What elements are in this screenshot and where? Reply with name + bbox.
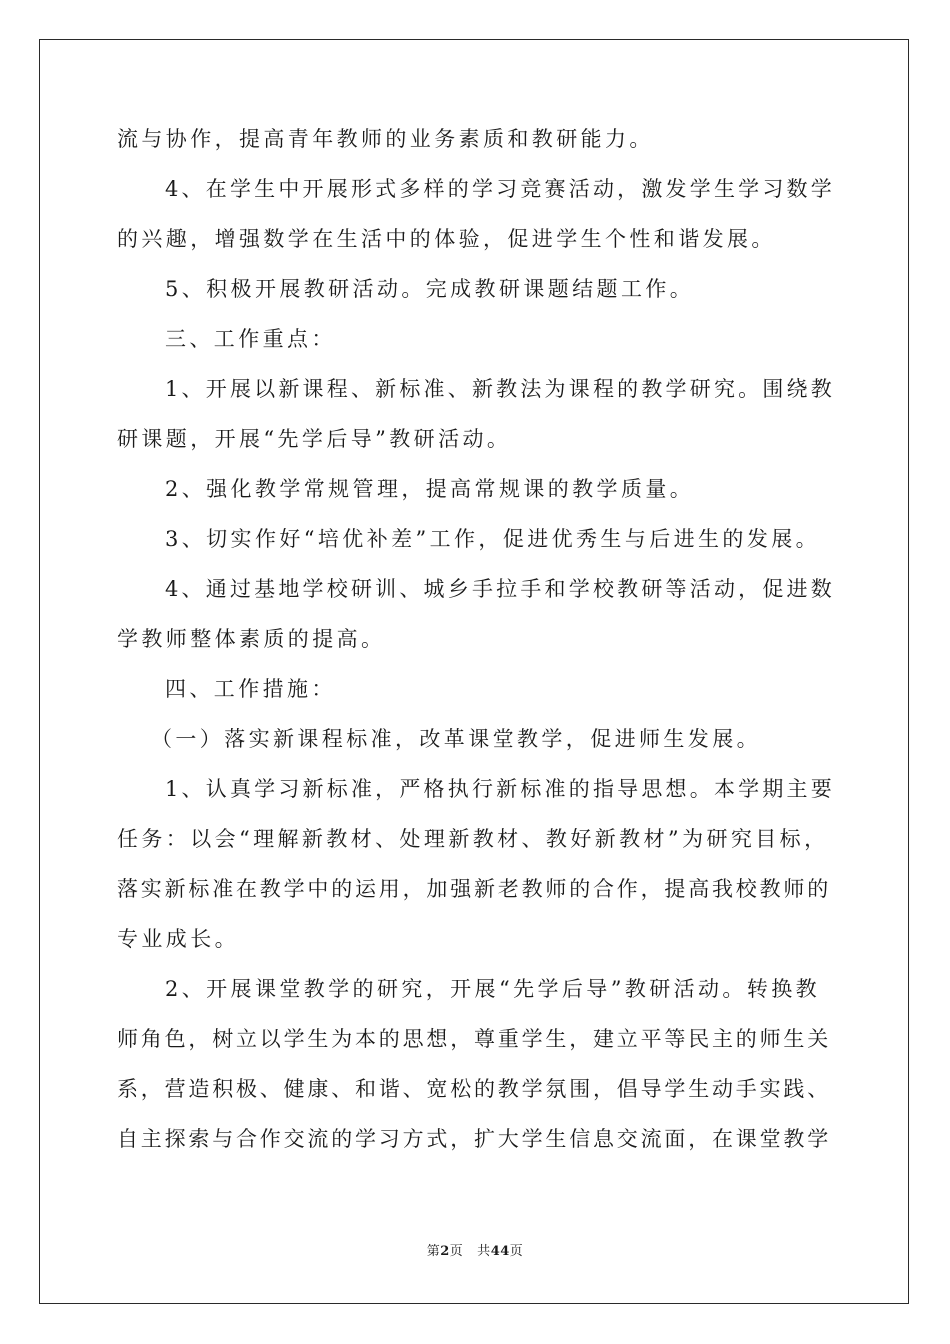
text-line-21: 自主探索与合作交流的学习方式，扩大学生信息交流面，在课堂教学 — [117, 1127, 831, 1151]
total-suffix: 页 — [509, 1244, 524, 1259]
text-line-18: 2、开展课堂教学的研究，开展“先学后导”教研活动。转换教 — [165, 977, 821, 1001]
text-line-19: 师角色，树立以学生为本的思想，尊重学生，建立平等民主的师生关 — [117, 1027, 831, 1051]
text-line-7: 研课题，开展“先学后导”教研活动。 — [117, 427, 512, 451]
text-line-20: 系，营造积极、健康、和谐、宽松的教学氛围，倡导学生动手实践、 — [117, 1077, 831, 1101]
text-line-16: 落实新标准在教学中的运用，加强新老教师的合作，提高我校教师的 — [117, 877, 831, 901]
subsection-heading-1: （一）落实新课程标准，改革课堂教学，促进师生发展。 — [151, 727, 761, 751]
section-heading-3: 三、工作重点： — [165, 327, 336, 351]
text-line-14: 1、认真学习新标准，严格执行新标准的指导思想。本学期主要 — [165, 777, 835, 801]
page-suffix: 页 — [449, 1244, 464, 1259]
text-line-1: 流与协作，提高青年教师的业务素质和教研能力。 — [117, 127, 654, 151]
page-prefix: 第 — [426, 1244, 441, 1259]
text-line-10: 4、通过基地学校研训、城乡手拉手和学校教研等活动，促进数 — [165, 577, 835, 601]
total-pages: 44 — [490, 1244, 510, 1259]
section-heading-4: 四、工作措施： — [165, 677, 336, 701]
text-line-6: 1、开展以新课程、新标准、新教法为课程的教学研究。围绕教 — [165, 377, 835, 401]
total-prefix: 共 — [477, 1244, 491, 1259]
page-footer — [0, 1243, 950, 1261]
text-line-11: 学教师整体素质的提高。 — [117, 627, 386, 651]
text-line-2: 4、在学生中开展形式多样的学习竞赛活动，激发学生学习数学 — [165, 177, 835, 201]
text-line-15: 任务：以会“理解新教材、处理新教材、教好新教材”为研究目标， — [117, 827, 829, 851]
text-line-8: 2、强化教学常规管理，提高常规课的教学质量。 — [165, 477, 695, 501]
page-number: 2 — [440, 1244, 450, 1259]
text-line-9: 3、切实作好“培优补差”工作，促进优秀生与后进生的发展。 — [165, 527, 821, 551]
text-line-4: 5、积极开展教研活动。完成教研课题结题工作。 — [165, 277, 695, 301]
text-line-17: 专业成长。 — [117, 927, 239, 951]
text-line-3: 的兴趣，增强数学在生活中的体验，促进学生个性和谐发展。 — [117, 227, 776, 251]
